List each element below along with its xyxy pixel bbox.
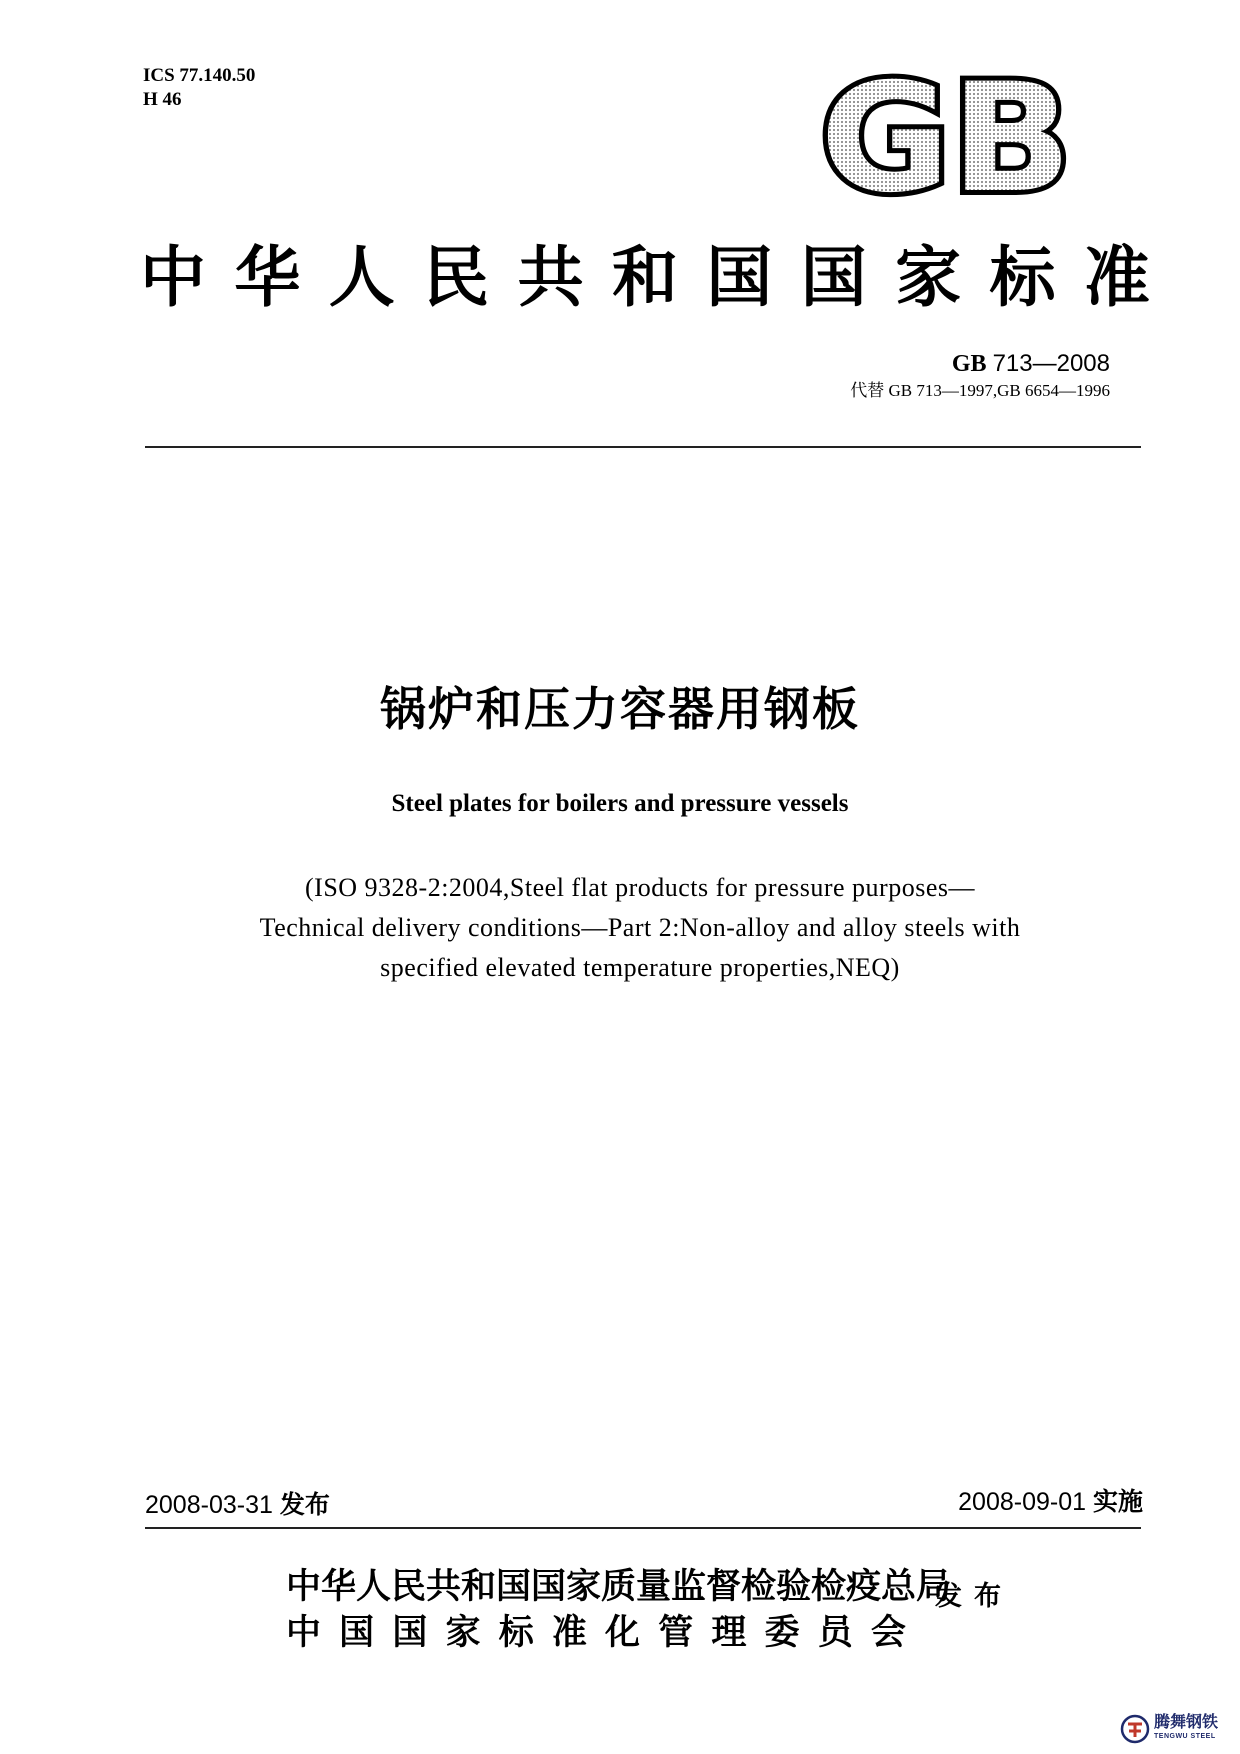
national-standard-title xyxy=(140,236,1150,320)
national-title-char: 国 xyxy=(706,239,773,316)
classification-codes xyxy=(143,64,255,112)
national-title-char: 准 xyxy=(1083,239,1150,316)
document-title-en: Steel plates for boilers and pressure vessels xyxy=(391,790,849,817)
watermark-logo-icon xyxy=(1120,1714,1150,1744)
issuer-line-2-char: 中 xyxy=(286,1613,322,1653)
issuer-line-2-char: 员 xyxy=(817,1613,853,1653)
standard-code xyxy=(850,350,1110,378)
issuer-line-1: 中华人民共和国国家质量监督检验检疫总局 xyxy=(286,1567,952,1607)
issuer-line-2-char: 家 xyxy=(445,1613,481,1653)
national-title-char: 标 xyxy=(989,239,1056,316)
issuer-line-2-char: 化 xyxy=(605,1613,641,1653)
issuer-line-2-char: 国 xyxy=(339,1613,375,1653)
issuer-line-2-char: 管 xyxy=(658,1613,694,1653)
issuing-authorities xyxy=(286,1564,951,1656)
iso-reference xyxy=(180,868,1100,988)
gb-logo-icon xyxy=(820,72,1076,202)
issuer-line-2-char: 国 xyxy=(392,1613,428,1653)
national-title-char: 共 xyxy=(517,239,584,316)
national-title-char: 人 xyxy=(328,239,395,316)
issue-word: 发布 xyxy=(935,1581,1013,1612)
document-title-cn: 锅炉和压力容器用钢板 xyxy=(380,682,860,736)
standard-prefix: GB xyxy=(951,351,987,377)
issuer-line-2-char: 标 xyxy=(498,1613,534,1653)
national-title-char: 民 xyxy=(423,239,490,316)
watermark xyxy=(1120,1712,1232,1746)
implement-date-line xyxy=(958,1487,1143,1517)
issuer-line-2-char: 会 xyxy=(870,1613,906,1653)
issuer-line-2-char: 理 xyxy=(711,1613,747,1653)
issue-label: 发布 xyxy=(279,1490,330,1519)
iso-ref-line: specified elevated temperature properties,NEQ) xyxy=(380,953,900,982)
issuer-line-2-char: 委 xyxy=(764,1613,800,1653)
implement-date: 2008-09-01 xyxy=(958,1488,1087,1516)
issuer-line-2 xyxy=(286,1610,906,1656)
issuer-line-2-char: 准 xyxy=(551,1613,587,1653)
gb-logo-text: GB xyxy=(820,72,1072,202)
national-title-char: 中 xyxy=(140,239,206,316)
top-divider xyxy=(145,446,1141,448)
national-title-char: 和 xyxy=(611,239,678,316)
issue-date-line xyxy=(145,1490,330,1520)
national-title-char: 华 xyxy=(234,239,301,316)
watermark-text-cn: 腾舞钢铁 xyxy=(1154,1712,1219,1731)
iso-ref-line: Technical delivery conditions—Part 2:Non-alloy and alloy steels with xyxy=(259,913,1021,942)
ics-code: ICS 77.140.50 xyxy=(143,65,256,86)
bottom-divider xyxy=(145,1527,1141,1529)
national-title-char: 家 xyxy=(895,239,962,316)
iso-ref-line: (ISO 9328-2:2004,Steel flat products for pressure purposes— xyxy=(305,873,975,902)
issue-date: 2008-03-31 xyxy=(145,1491,273,1519)
standard-number: 713—2008 xyxy=(992,350,1110,377)
ccs-code: H 46 xyxy=(143,89,182,110)
national-title-char: 国 xyxy=(800,239,867,316)
standard-number-block xyxy=(850,350,1110,402)
implement-label: 实施 xyxy=(1092,1487,1143,1516)
replaces-note: 代替 GB 713—1997,GB 6654—1996 xyxy=(850,381,1110,400)
watermark-text-en: TENGWU STEEL xyxy=(1154,1733,1216,1740)
